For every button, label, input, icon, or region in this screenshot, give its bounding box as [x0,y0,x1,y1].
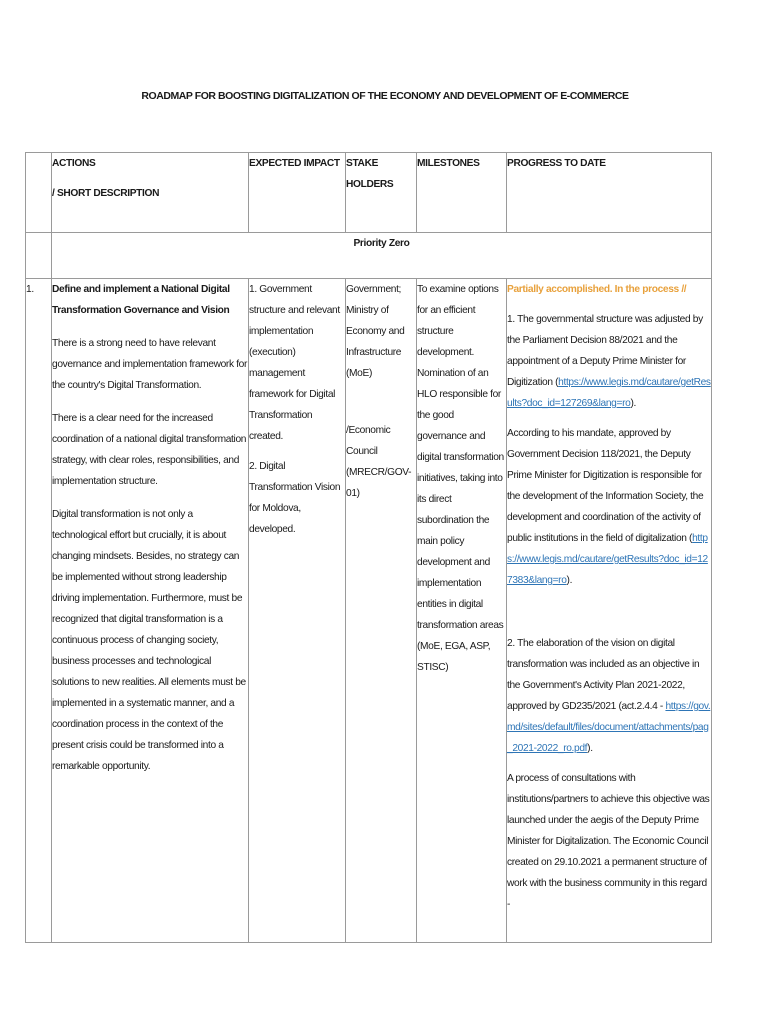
stakeholders-primary: Government; Ministry of Economy and Infrastructure (MoE) [346,284,405,379]
milestones-cell [417,279,507,943]
progress-paragraph [507,309,711,414]
activity-plan-link[interactable]: https://gov.md/sites/default/files/document/attachments/pag_2021-2022_ro.pdf [507,701,711,754]
progress-paragraph: A process of consultations with institutions/partners to achieve this objective was launched under the aegis of the Deputy Prime Minister for Digitalization. The Economic Council created on 29.10.2021 a permanent structure of work with the business community in this regard - [507,773,710,910]
progress-paragraph [507,423,711,591]
table-row [26,279,712,943]
section-number-cell [26,233,52,279]
progress-text: ). [566,575,573,586]
header-stakeholders [346,153,417,233]
progress-status: Partially accomplished. In the process // [507,284,687,295]
header-actions-label: ACTIONS [52,158,96,169]
progress-text: According to his mandate, approved by Government Decision 118/2021, the Deputy Prime Minister for Digitization is responsible for the development of the Information Society, the development and coordination of the activity of public institutions in the field of digitalization ( [507,428,704,544]
legislation-link[interactable]: https://www.legis.md/cautare/getResults?doc_id=127383&lang=ro [507,533,708,586]
action-paragraph: There is a strong need to have relevant governance and implementation framework for the country's Digital Transformation. [52,338,248,391]
action-cell [52,279,249,943]
progress-paragraph [507,633,711,759]
header-actions [52,153,249,233]
document-title: ROADMAP FOR BOOSTING DIGITALIZATION OF THE ECONOMY AND DEVELOPMENT OF E-COMMERCE [141,90,629,102]
header-stakeholders-line1: STAKE [346,158,379,169]
legislation-link[interactable]: https://www.legis.md/cautare/getResults?doc_id=127269&lang=ro [507,377,711,409]
header-milestones: MILESTONES [417,153,507,233]
header-expected-impact: EXPECTED IMPACT [249,153,346,233]
section-row [26,233,712,279]
table-header-row [26,153,712,233]
milestones-text: To examine options for an efficient structure development. Nomination of an HLO responsible for the good governance and digital transformation initiatives, taking into its direct subordination the main policy development and implementation entities in digital transformation areas (MoE, EGA, ASP, STISC) [417,284,504,673]
section-title: Priority Zero [52,233,712,279]
impact-item: 2. Digital Transformation Vision for Moldova, developed. [249,461,341,535]
roadmap-table [25,152,712,943]
progress-text: ). [630,398,636,409]
action-title: Define and implement a National Digital Transformation Governance and Vision [52,284,230,316]
progress-text: ). [587,743,593,754]
header-stakeholders-line2: HOLDERS [346,179,394,190]
stakeholders-secondary: /Economic Council (MRECR/GOV-01) [346,425,412,499]
header-progress: PROGRESS TO DATE [507,153,712,233]
impact-item: 1. Government structure and relevant implementation (execution) management framework for Digital Transformation created. [249,284,340,442]
progress-cell [507,279,712,943]
row-number: 1. [26,279,52,943]
progress-text: 1. The governmental structure was adjusted by the Parliament Decision 88/2021 and the appointment of a Deputy Prime Minister for Digitization ( [507,314,703,388]
stakeholders-cell [346,279,417,943]
action-paragraph: Digital transformation is not only a technological effort but crucially, it is about changing mindsets. Besides, no strategy can be implemented without strong leadership driving implementation. Furthermore, must be recognized that digital transformation is a continuous process of changing society, business processes and technological solutions to new realities. All elements must be implemented in a systematic manner, and a coordination process in the context of the present crisis could be transformed into a remarkable opportunity. [52,509,246,772]
action-paragraph: There is a clear need for the increased coordination of a national digital transformation strategy, with clear roles, responsibilities, and implementation structure. [52,413,247,487]
impact-cell [249,279,346,943]
progress-text: 2. The elaboration of the vision on digital transformation was included as an objective in the Government's Activity Plan 2021-2022, approved by GD235/2021 (act.2.4.4 - [507,638,700,712]
header-number-cell [26,153,52,233]
header-actions-sublabel: / SHORT DESCRIPTION [52,188,160,199]
